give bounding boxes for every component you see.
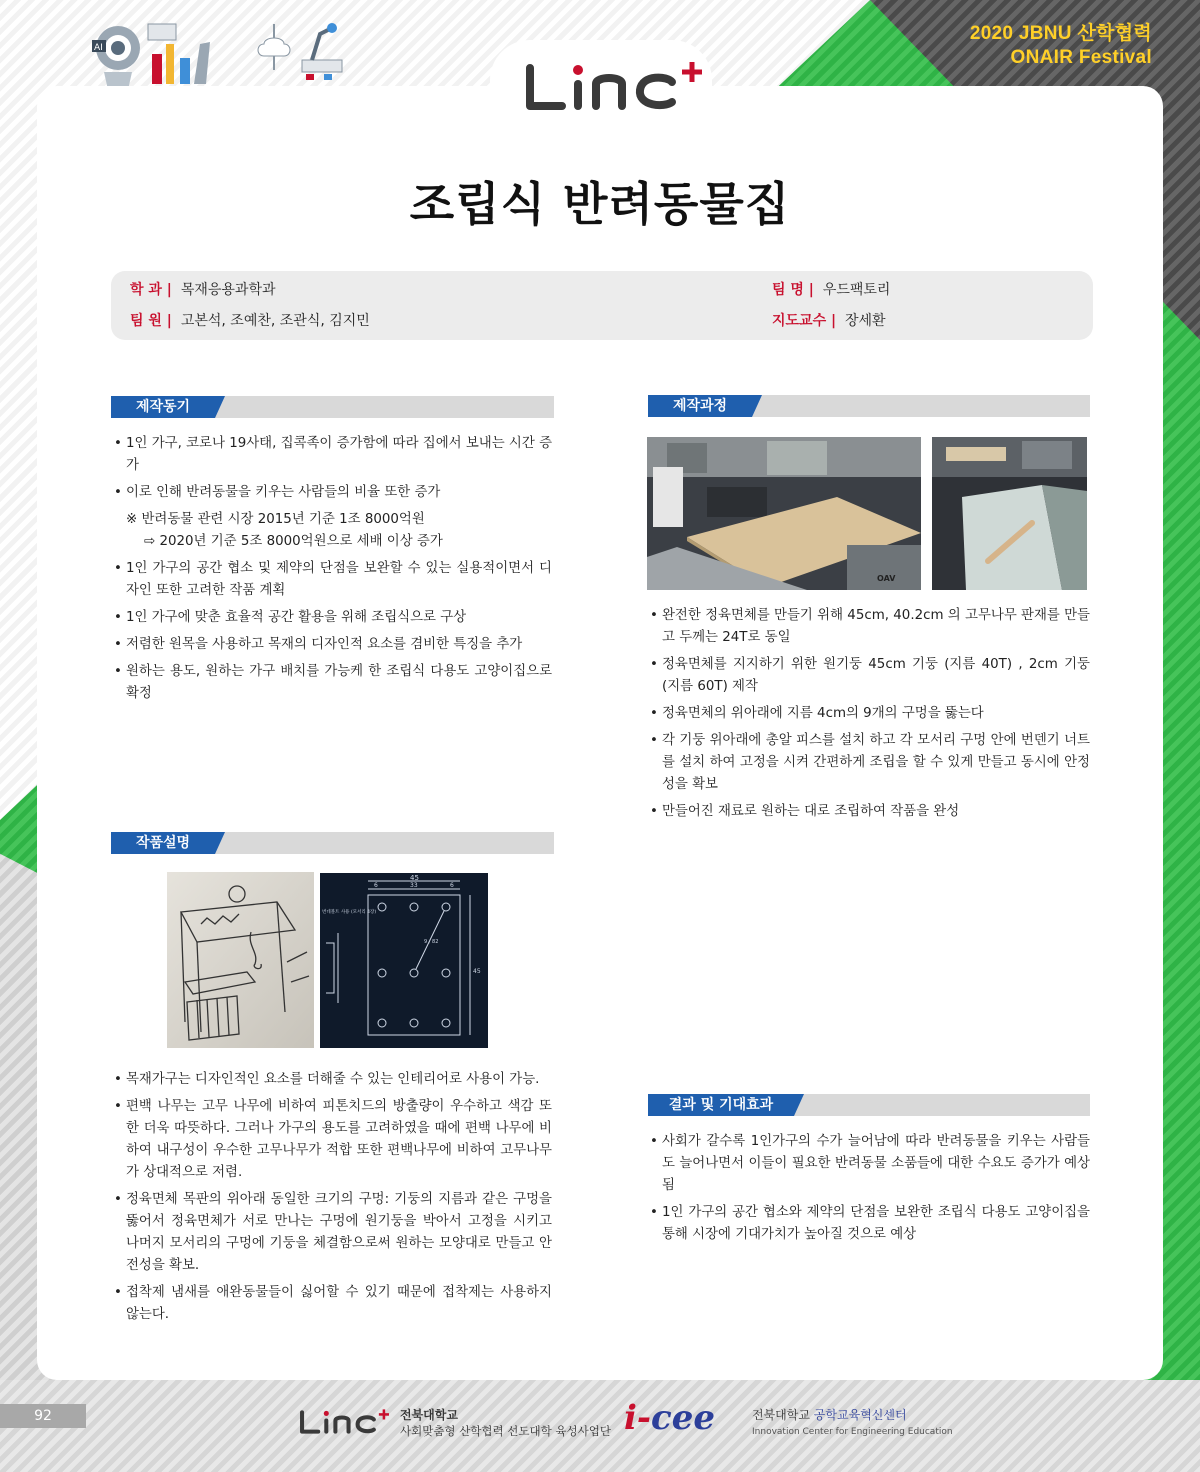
motivation-list: [114, 433, 552, 710]
footer-linc-logo: [298, 1404, 392, 1438]
workshop-photo-table-saw: [647, 437, 921, 590]
linc-plus-logo: [522, 54, 708, 116]
list-item: • 1인 가구에 맞춘 효율적 공간 활용을 위해 조립식으로 구상: [114, 607, 552, 629]
footer-university: 전북대학교: [400, 1408, 458, 1422]
footer-linc-logo-text: [300, 1420, 303, 1421]
icee-logo-text: [630, 1420, 632, 1421]
festival-title-line2: ONAIR Festival: [1010, 47, 1152, 68]
market-note-growth: ⇨ 2020년 기준 5조 8000억원으로 세배 이상 증가: [144, 534, 443, 549]
dim-diag-label: 9 / 82: [424, 939, 439, 945]
tech-illustration-icon: [88, 14, 348, 94]
list-item: • 각 기둥 위아래에 총알 피스를 설치 하고 각 모서리 구멍 안에 번덴기 너트를 설치 하여 고정을 시켜 간편하게 조립을 할 수 있게 만들고 동시에 안정성을 확보: [650, 730, 1090, 796]
icee-logo: i-cee: [624, 1398, 715, 1438]
list-item: • 접착제 냄새를 애완동물들이 싫어할 수 있기 때문에 접착제는 사용하지 않는다.: [114, 1282, 552, 1326]
department-label: 학 과 |: [130, 282, 172, 298]
motivation-heading-bar: [111, 396, 554, 418]
festival-title: [970, 22, 1152, 70]
dim-top-label: 45: [410, 874, 419, 882]
dim-right-label: 6: [450, 882, 454, 889]
description-list: [114, 1069, 552, 1331]
bolt-note-label: 번데볼트 사용 (모서리 4장): [322, 910, 377, 915]
list-item: • 1인 가구의 공간 협소와 제약의 단점을 보완한 조립식 다용도 고양이집을 통해 시장에 기대가치가 높아질 것으로 예상: [650, 1202, 1090, 1246]
members-value: 고본석, 조예찬, 조관식, 김지민: [180, 313, 370, 329]
footer-program: 사회맞춤형 산학협력 선도대학 육성사업단: [400, 1424, 611, 1438]
list-item: • 편백 나무는 고무 나무에 비하여 피톤치드의 방출량이 우수하고 색감 또한 더욱 따뜻하다. 그러나 가구의 용도를 고려하였을 때에 편백 나무에 비하여 내구성이 우수한 고무나무가 적합 또한 편백나무에 비하여 고무나무가 상대적으로 저렴.: [114, 1096, 552, 1184]
footer-program-text: [400, 1407, 611, 1439]
festival-title-line1: 2020 JBNU 산학협력: [969, 23, 1152, 44]
advisor-value: 장세환: [845, 313, 886, 329]
description-heading: 작품설명: [111, 832, 215, 854]
list-item: • 정육면체를 지지하기 위한 원기둥 45cm 기둥 (지름 40T) , 2cm 기둥 (지름 60T) 제작: [650, 654, 1090, 698]
list-item: • 정육면체 목판의 위아래 동일한 크기의 구멍: 기둥의 지름과 같은 구멍을 뚫어서 정육면체가 서로 만나는 구멍에 원기둥을 박아서 고정을 시키고 나머지 모서리의 구멍에 기둥을 체결함으로써 원하는 모양대로 만들고 안전성을 확보.: [114, 1189, 552, 1277]
list-item: • 사회가 갈수록 1인가구의 수가 늘어남에 따라 반려동물을 키우는 사람들도 늘어나면서 이들이 필요한 반려동물 소품들에 대한 수요도 증가가 예상됨: [650, 1131, 1090, 1197]
dim-mid-label: 33: [410, 882, 418, 889]
members-label: 팀 원 |: [130, 313, 172, 329]
page-title: 조립식 반려동물집: [409, 177, 791, 231]
process-heading: 제작과정: [648, 395, 752, 417]
market-note: ※ 반려동물 관련 시장 2015년 기준 1조 8000억원: [126, 512, 425, 527]
results-list: [650, 1131, 1090, 1251]
list-item: • 완전한 정육면체를 만들기 위해 45cm, 40.2cm 의 고무나무 판재를 만들고 두께는 24T로 동일: [650, 605, 1090, 649]
svg-text:AI: AI: [94, 43, 103, 53]
list-item: • 목재가구는 디자인적인 요소를 더해줄 수 있는 인테리어로 사용이 가능.: [114, 1069, 552, 1091]
list-item: • 정육면체의 위아래에 지름 4cm의 9개의 구멍을 뚫는다: [650, 703, 1090, 725]
description-heading-bar: [111, 832, 554, 854]
footer-center-name: 공학교육혁신센터: [813, 1408, 907, 1422]
workshop-photo-board-cutting: [932, 437, 1087, 590]
footer-university-2: 전북대학교: [752, 1408, 810, 1422]
list-item: • 원하는 용도, 원하는 가구 배치를 가능케 한 조립식 다용도 고양이집으로 확정: [114, 661, 552, 705]
list-item: • 1인 가구의 공간 협소 및 제약의 단점을 보완할 수 있는 실용적이면서 디자인 또한 고려한 작품 계획: [114, 558, 552, 602]
machine-brand-label: OAV: [877, 574, 896, 583]
footer-center-text: [752, 1408, 953, 1440]
process-list: [650, 605, 1090, 828]
advisor-label: 지도교수 |: [772, 313, 837, 329]
list-item: • 이로 인해 반려동물을 키우는 사람들의 비율 또한 증가: [114, 482, 552, 504]
linc-plus-logo-text: [560, 70, 563, 71]
department-value: 목재응용과학과: [180, 282, 276, 298]
cad-drawing: [320, 873, 488, 1048]
page-number: 92: [34, 1408, 52, 1424]
list-item: • 저렴한 원목을 사용하고 목재의 디자인적 요소를 겸비한 특징을 추가: [114, 634, 552, 656]
motivation-heading: 제작동기: [111, 396, 215, 418]
team-name-value: 우드팩토리: [822, 282, 891, 298]
footer-center-english: Innovation Center for Engineering Education: [752, 1427, 953, 1437]
process-heading-bar: [648, 395, 1090, 417]
team-name-row: [772, 279, 890, 299]
members-row: [130, 310, 370, 330]
dim-left-label: 6: [374, 882, 378, 889]
results-heading: 결과 및 기대효과: [648, 1094, 794, 1116]
advisor-row: [772, 310, 886, 330]
list-item: • 1인 가구, 코로나 19사태, 집콕족이 증가함에 따라 집에서 보내는 시간 증가: [114, 433, 552, 477]
department-row: [130, 279, 276, 299]
sketch-photo: [167, 872, 314, 1048]
list-item: • 만들어진 재료로 원하는 대로 조립하여 작품을 완성: [650, 801, 1090, 823]
dim-side-label: 45: [473, 968, 481, 975]
results-heading-bar: [648, 1094, 1090, 1116]
team-name-label: 팀 명 |: [772, 282, 814, 298]
